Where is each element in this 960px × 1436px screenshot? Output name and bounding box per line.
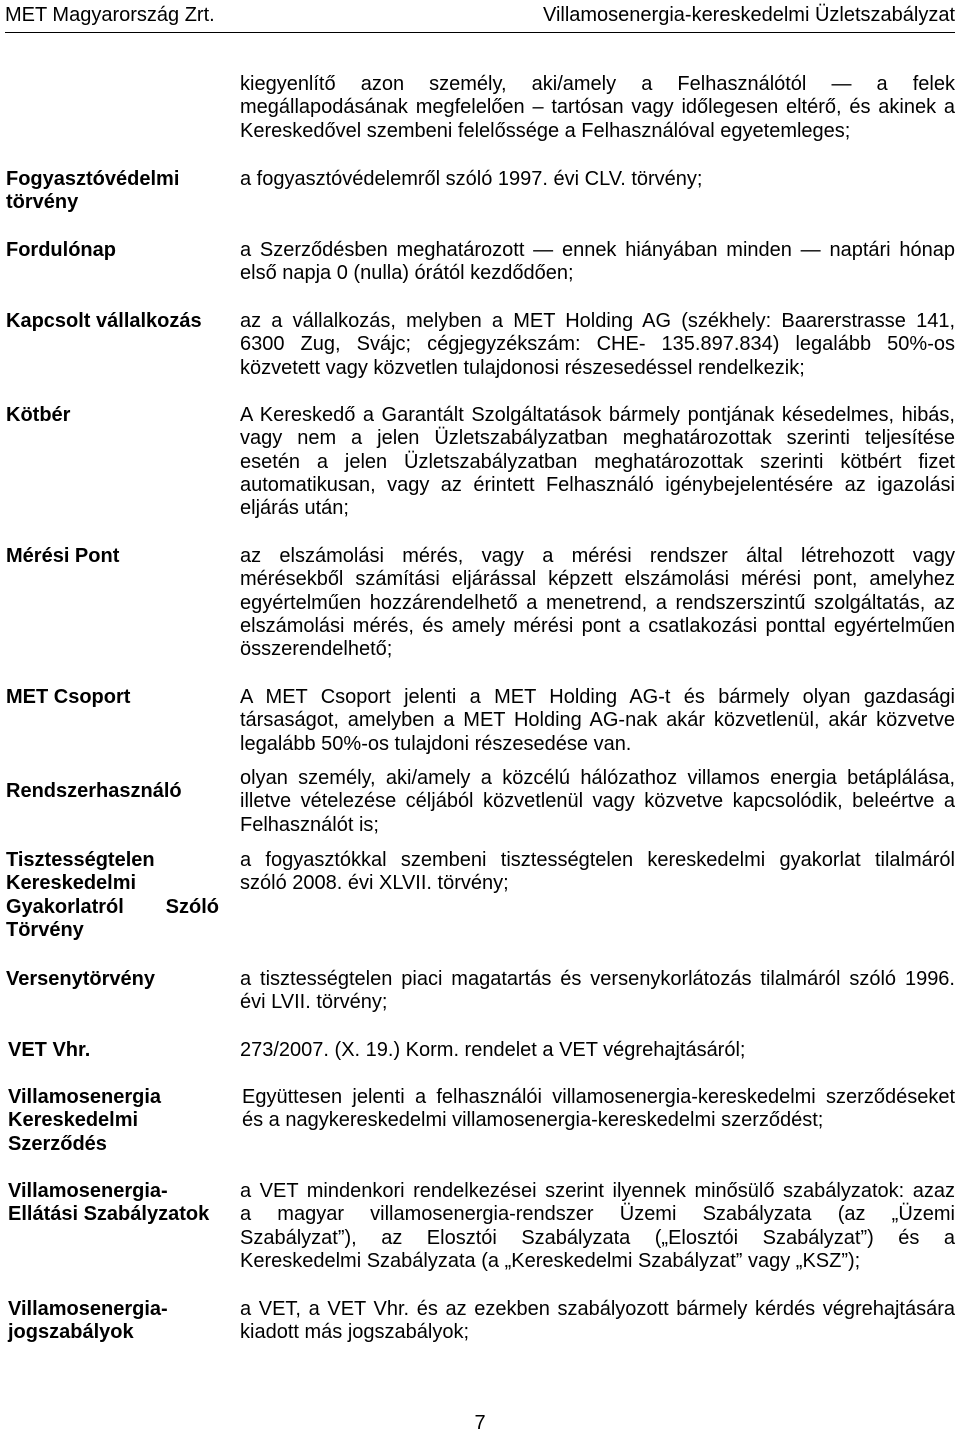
definition-line: Kereskedővel szembeni felelőssége a Felhasználóval egyetemleges;: [240, 119, 851, 142]
definition-line: A Kereskedő a Garantált Szolgáltatások bármely pontjának késedelmes, hibás,: [240, 404, 955, 426]
definition-term: [6, 404, 219, 427]
definition-line: első napja 0 (nulla) órától kezdődően;: [240, 262, 574, 285]
definition-line: mérésekből számítási eljárással képzett elszámolási mérési pont, amelyhez: [240, 568, 955, 591]
definition-line: az a vállalkozás, melyben a MET Holding AG (székhely: Baarerstrasse 141,: [240, 310, 955, 332]
definition-line: összerendelhető;: [240, 638, 393, 661]
definition-term: [6, 968, 219, 991]
term-line: Villamosenergia-: [8, 1298, 168, 1320]
definition-text: [240, 1180, 955, 1273]
definition-line: kiadott más jogszabályok;: [240, 1321, 470, 1344]
header-company: MET Magyarország Zrt.: [5, 4, 215, 26]
definition-term: [8, 1086, 221, 1156]
definition-line: a fogyasztóvédelemről szóló 1997. évi CLV. törvény;: [240, 168, 703, 190]
definition-text: [240, 168, 955, 191]
definition-line: olyan személy, aki/amely a közcélú hálózathoz villamos energia betáplálása,: [240, 767, 955, 789]
definition-term: [6, 686, 219, 709]
header-document-title: Villamosenergia-kereskedelmi Üzletszabályzat: [542, 4, 955, 26]
definition-text: [240, 767, 955, 837]
definition-line: évi LVII. törvény;: [240, 991, 388, 1014]
definition-line: A MET Csoport jelenti a MET Holding AG-t és bármely olyan gazdasági: [240, 686, 955, 708]
definition-line: társaságot, amelyben a MET Holding AG-nak akár közvetlenül, akár közvetve: [240, 709, 955, 732]
definition-text: [240, 239, 955, 286]
term-line: Versenytörvény: [6, 968, 155, 990]
definition-line: Szabályzat”), az Elosztói Szabályzata („Elosztói Szabályzat”) és a: [240, 1226, 955, 1249]
definition-line: Kereskedelmi Szabályzata (a „Kereskedelmi Szabályzat” vagy „KSZ”);: [240, 1249, 861, 1272]
term-line: Ellátási Szabályzatok: [8, 1203, 210, 1226]
definition-line: elszámolási mérés, és amely mérési pont a csatlakozási ponttal egyértelműen: [240, 614, 955, 637]
definition-line: megállapodásának megfelelően – tartósan vagy időlegesen eltérő, és akinek a: [240, 96, 955, 119]
header-rule: [5, 32, 955, 33]
term-line: Rendszerhasználó: [6, 780, 182, 802]
definition-line: Felhasználót is;: [240, 813, 379, 836]
definition-term: [8, 1298, 221, 1345]
term-line: Törvény: [6, 918, 84, 941]
definition-line: a VET, a VET Vhr. és az ezekben szabályozott bármely kérdés végrehajtására: [240, 1298, 955, 1320]
definition-text: [240, 1298, 955, 1345]
definition-term: [6, 849, 219, 942]
definition-term: [8, 1039, 221, 1062]
term-line: Kereskedelmi: [6, 872, 137, 895]
term-line: Szerződés: [8, 1132, 107, 1155]
term-line: jogszabályok: [8, 1321, 134, 1344]
definition-line: a fogyasztókkal szembeni tisztességtelen kereskedelmi gyakorlat tilalmáról: [240, 849, 955, 871]
term-line: MET Csoport: [6, 686, 131, 708]
definition-line: legalább 50%-os tulajdoni részesedése van.: [240, 732, 632, 755]
definition-term: [6, 545, 219, 568]
definition-line: az elszámolási mérés, vagy a mérési rendszer által létrehozott vagy: [240, 545, 955, 567]
definition-line: Együttesen jelenti a felhasználói villamosenergia-kereskedelmi szerződéseket: [242, 1086, 955, 1108]
definition-text: [240, 686, 955, 756]
definition-line: 6300 Zug, Svájc; cégjegyzékszám: CHE- 135.897.834) legalább 50%-os: [240, 333, 955, 356]
term-line: Kereskedelmi: [8, 1109, 139, 1132]
term-line: Mérési Pont: [6, 545, 120, 567]
term-line: Fogyasztóvédelmi: [6, 168, 180, 190]
definition-term: [6, 239, 219, 262]
term-line: Villamosenergia-: [8, 1180, 168, 1202]
term-line: Villamosenergia: [8, 1086, 162, 1108]
definition-term: [6, 780, 219, 803]
definition-line: a tisztességtelen piaci magatartás és versenykorlátozás tilalmáról szóló 1996.: [240, 968, 955, 990]
definition-line: egyértelműen hozzárendelhető a menetrend, a rendszerszintű szolgáltatás, az: [240, 591, 955, 614]
definition-line: eljárás után;: [240, 497, 349, 520]
definition-text: [240, 1039, 955, 1062]
term-line: Fordulónap: [6, 239, 116, 261]
definition-line: a VET mindenkori rendelkezései szerint ilyennek minősülő szabályzatok: azaz: [240, 1180, 955, 1202]
term-line: Tisztességtelen: [6, 849, 155, 871]
definition-term: [8, 1180, 221, 1227]
definition-term: [6, 168, 219, 215]
term-line: Gyakorlatról Szóló: [6, 895, 219, 918]
definition-line: a magyar villamosenergia-rendszer Üzemi Szabályzata (az „Üzemi: [240, 1203, 955, 1226]
definition-text: [240, 545, 955, 661]
definition-line: és a nagykereskedelmi villamosenergia-kereskedelmi szerződést;: [242, 1109, 824, 1132]
definition-text: [240, 310, 955, 380]
definition-line: illetve vételezése céljából közvetlenül vagy közvetve kapcsolódik, beleértve a: [240, 790, 955, 813]
definition-line: szóló 2008. évi XLVII. törvény;: [240, 872, 509, 895]
term-line: Kötbér: [6, 404, 71, 426]
definition-text: [240, 849, 955, 896]
term-line: VET Vhr.: [8, 1039, 91, 1061]
definition-text: [240, 968, 955, 1015]
definition-line: automatikusan, vagy az érintett Felhasználó igénybejelentésére az igazolási: [240, 473, 955, 496]
definition-line: a Szerződésben meghatározott — ennek hiányában minden — naptári hónap: [240, 239, 955, 261]
definition-text: [240, 73, 955, 143]
definition-text: [242, 1086, 955, 1133]
definition-line: vagy nem a jelen Üzletszabályzatban meghatározottak szerinti teljesítése: [240, 427, 955, 450]
definition-line: közvetett vagy közvetlen tulajdonosi részesedéssel rendelkezik;: [240, 356, 805, 379]
page-number: 7: [474, 1412, 486, 1434]
page-header: [5, 3, 955, 27]
definition-line: kiegyenlítő azon személy, aki/amely a Felhasználótól — a felek: [240, 73, 955, 95]
term-line: törvény: [6, 191, 79, 214]
term-line: Kapcsolt vállalkozás: [6, 310, 202, 332]
definition-line: 273/2007. (X. 19.) Korm. rendelet a VET végrehajtásáról;: [240, 1039, 746, 1061]
definition-line: esetén a jelen Üzletszabályzatban meghatározottak szerinti kötbért fizet: [240, 450, 955, 473]
definition-term: [6, 310, 219, 333]
definition-text: [240, 404, 955, 520]
